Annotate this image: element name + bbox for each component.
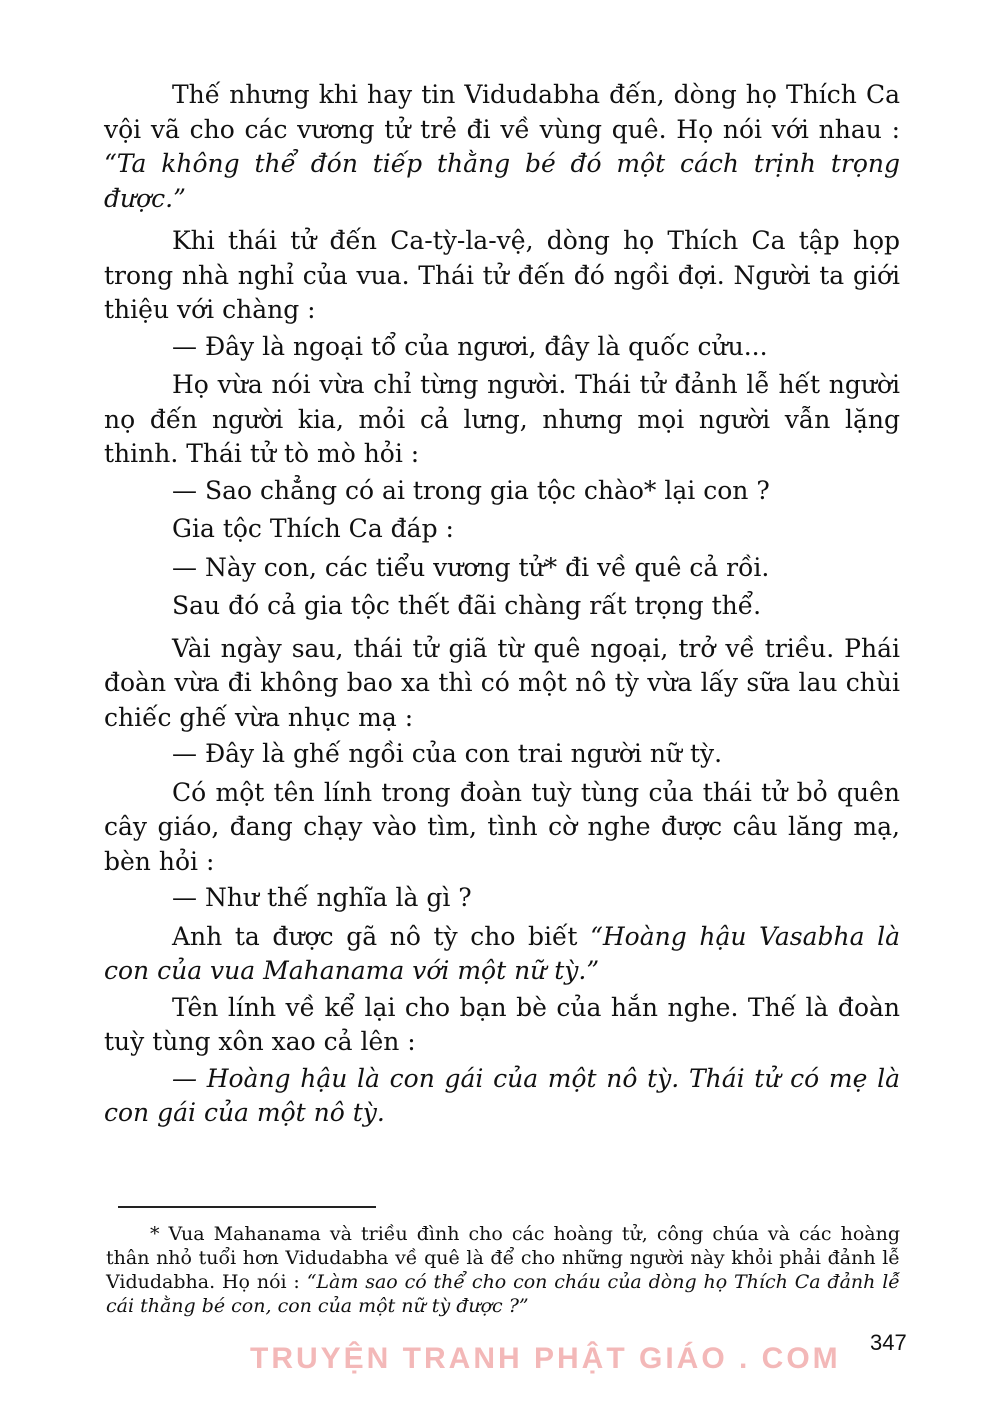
footnote: [106, 1222, 900, 1318]
dialog-line-5: — Đây là ghế ngồi của con trai người nữ tỳ.: [172, 739, 723, 768]
paragraph-8: Tên lính về kể lại cho bạn bè của hắn nghe. Thế là đoàn tuỳ tùng xôn xao cả lên :: [104, 992, 900, 1056]
page-number: 347: [870, 1330, 907, 1355]
dialog-line-2: — Sao chẳng có ai trong gia tộc chào* lại con ?: [172, 475, 770, 505]
page-body: [104, 78, 900, 1135]
dialog-line-6: — Như thế nghĩa là gì ?: [172, 883, 472, 912]
paragraph-5: Vài ngày sau, thái tử giã từ quê ngoại, trở về triều. Phái đoàn vừa đi không bao xa thì có một nô tỳ vừa lấy sữa lau chùi chiếc ghế vừa nhục mạ :: [104, 633, 900, 732]
paragraph-1-quote: “Ta không thể đón tiếp thằng bé đó một cách trịnh trọng được.”: [104, 149, 900, 213]
paragraph-7: [104, 920, 900, 989]
footnote-divider: [118, 1206, 376, 1208]
dialog-line-3: Gia tộc Thích Ca đáp :: [172, 514, 454, 543]
watermark: TRUYỆN TRANH PHẬT GIÁO . COM: [250, 1342, 841, 1375]
paragraph-3: Họ vừa nói vừa chỉ từng người. Thái tử đảnh lễ hết người nọ đến người kia, mỏi cả lưng, nhưng mọi người vẫn lặng thinh. Thái tử tò mò hỏi :: [104, 370, 900, 468]
footnote-quote: “Làm sao có thể cho con cháu của dòng họ Thích Ca đảnh lễ cái thằng bé con, con của một nữ tỳ được ?”: [106, 1271, 900, 1317]
paragraph-2: Khi thái tử đến Ca-tỳ-la-vệ, dòng họ Thích Ca tập họp trong nhà nghỉ của vua. Thái tử đến đó ngồi đợi. Người ta giới thiệu với chàng :: [104, 226, 900, 324]
dialog-line-4: — Này con, các tiểu vương tử* đi về quê cả rồi.: [172, 552, 770, 582]
footnote-text: * Vua Mahanama và triều đình cho các hoàng tử, công chúa và các hoàng thân nhỏ tuổi hơn Vidudabha về quê là để cho những người này khỏi phải đảnh lễ Vidudabha. Họ nói :: [106, 1223, 900, 1293]
paragraph-7-quote: “Hoàng hậu Vasabha là con của vua Mahanama với một nữ tỳ.”: [104, 921, 900, 985]
dialog-line-7: [104, 1062, 900, 1131]
dialog-line-7-text: — Hoàng hậu là con gái của một nô tỳ. Thái tử có mẹ là con gái của một nô tỳ.: [104, 1063, 900, 1127]
paragraph-4: Sau đó cả gia tộc thết đãi chàng rất trọng thể.: [172, 591, 762, 620]
paragraph-7-text: Anh ta được gã nô tỳ cho biết: [172, 921, 591, 951]
paragraph-6: Có một tên lính trong đoàn tuỳ tùng của thái tử bỏ quên cây giáo, đang chạy vào tìm, tình cờ nghe được câu lăng mạ, bèn hỏi :: [104, 777, 900, 876]
paragraph-1: [104, 78, 900, 216]
footnote-paragraph: [106, 1222, 900, 1318]
dialog-line-1: — Đây là ngoại tổ của ngươi, đây là quốc cửu...: [172, 331, 768, 361]
paragraph-1-text: Thế nhưng khi hay tin Vidudabha đến, dòng họ Thích Ca vội vã cho các vương tử trẻ đi về vùng quê. Họ nói với nhau :: [104, 80, 900, 144]
